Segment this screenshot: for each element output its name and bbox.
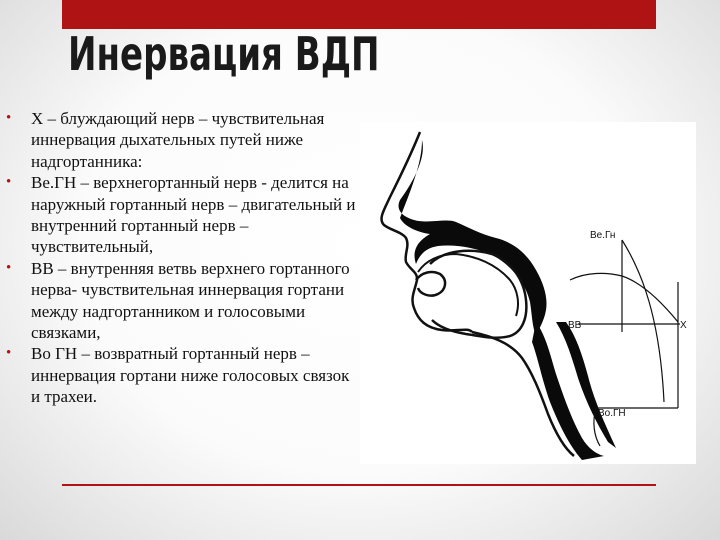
bullet-text: Во ГН – возвратный гортанный нерв – иннервация гортани ниже голосовых связок и трахеи. (31, 344, 350, 407)
bullet-text: ВВ – внутренняя ветвь верхнего гортанного нерва- чувствительная иннервация гортани между надгортанником и голосовыми связками, (31, 258, 350, 343)
bullet-item (6, 258, 361, 344)
nasopharynx-shape (399, 140, 547, 336)
vagus-nerve-line (570, 273, 678, 322)
vegn-branch-line (622, 240, 664, 402)
airway-diagram-svg (360, 122, 696, 464)
bullet-item (6, 343, 361, 407)
bullet-marker: • (6, 110, 12, 126)
slide-title: Инервация ВДП (68, 27, 380, 81)
vegn-label: Ве.Гн (590, 230, 616, 241)
bullet-marker: • (6, 259, 12, 276)
bottom-accent-line (62, 484, 656, 486)
bullet-text: Ве.ГН – верхнегортанный нерв - делится на наружный гортанный нерв – двигательный и внутренний гортанный нерв – чувствительный, (31, 173, 356, 257)
airway-innervation-diagram (360, 122, 696, 464)
bullet-text: Х – блуждающий нерв – чувствительная иннервация дыхательных путей ниже надгортанника: (31, 109, 325, 171)
bullet-item (6, 172, 361, 258)
bullet-list (6, 108, 361, 408)
bullet-item (6, 108, 361, 172)
bullet-marker: • (6, 174, 12, 191)
vogn-label: Во.ГН (598, 408, 626, 419)
bullet-marker: • (6, 345, 12, 362)
x-label: Х (680, 320, 687, 331)
palate-inner-outline (418, 254, 518, 316)
vv-label: ВВ (568, 320, 582, 331)
lips-outline (416, 272, 445, 296)
